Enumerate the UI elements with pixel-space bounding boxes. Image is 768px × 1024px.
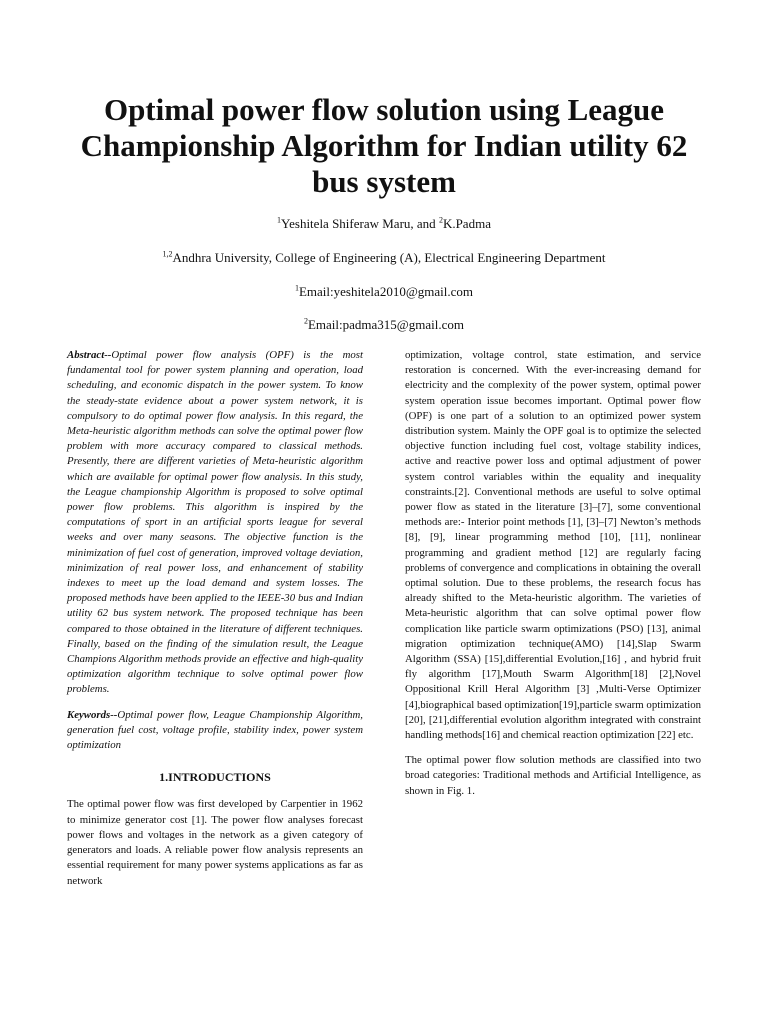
introduction-paragraph-2: The optimal power flow solution methods are classified into two broad categories: Traditional methods and Artificial Intelligence, as shown in Fig. 1.	[405, 754, 701, 797]
author-line	[0, 216, 768, 232]
email2-text: Email:padma315@gmail.com	[307, 317, 465, 332]
introduction-paragraph-1: The optimal power flow was first developed by Carpentier in 1962 to minimize generator cost [1]. The power flow analyses forecast power flows and voltages in the network as a given category of generators and loads. A reliable power flow analysis represents an essential requirement for many power systems applications as far as network	[67, 798, 363, 887]
email2-superscript: 2	[303, 316, 308, 326]
keywords-label: Keywords--	[67, 708, 118, 721]
author1-name: Yeshitela Shiferaw Maru, and	[281, 216, 439, 231]
left-column	[67, 348, 363, 889]
paper-title: Optimal power flow solution using League Championship Algorithm for Indian utility 62 bus system	[80, 92, 688, 199]
keywords-text: Optimal power flow, League Championship Algorithm, generation fuel cost, voltage profile, stability index, power system optimization	[67, 708, 363, 752]
abstract-label: Abstract--	[67, 349, 112, 361]
affiliation-line	[0, 250, 768, 266]
abstract-text: Optimal power flow analysis (OPF) is the most fundamental tool for power system planning and operation, load scheduling, and economic dispatch in the power system. To know the steady-state evidence about a power system network, it is compulsory to do optimal power flow analysis. In this regard, the Meta-heuristic algorithm methods can solve the optimal power flow problem with more accuracy compared to classical methods. Presently, there are different varieties of Meta-heuristic algorithm which are available for optimal power flow analysis. In this study, the League championship Algorithm is proposed to solve optimal power flow problems. This algorithm is inspired by the computations of sport in an artificial sports league for several weeks and over many seasons. The objective function is the minimization of fuel cost of generation, improved voltage deviation, minimization of real power loss, and enhancement of stability indexes to meet up the load demand and system losses. The proposed methods have been applied to the IEEE-30 bus and Indian utility 62 bus system network. The proposed technique has been compared to those obtained in the literature of different techniques. Finally, based on the finding of the simulation result, the League Champions Algorithm methods provide an effective and high-quality optimization algorithm technique to solve optimal power flow problems.	[67, 349, 363, 696]
right-column	[405, 348, 701, 799]
introduction-heading: 1.INTRODUCTIONS	[159, 770, 271, 785]
email-line-1	[0, 284, 768, 300]
affiliation-text: Andhra University, College of Engineering (A), Electrical Engineering Department	[172, 250, 606, 265]
email1-text: Email:yeshitela2010@gmail.com	[298, 284, 474, 299]
affiliation-superscript: 1,2	[162, 249, 173, 259]
author1-superscript: 1	[277, 215, 282, 225]
author2-superscript: 2	[438, 215, 443, 225]
keywords-paragraph	[67, 708, 363, 754]
email-line-2	[0, 317, 768, 333]
abstract-paragraph	[67, 348, 363, 698]
author2-name: K.Padma	[442, 216, 491, 231]
introduction-paragraph-1-continued: optimization, voltage control, state estimation, and service restoration is concerned. With the ever-increasing demand for electricity and the complexity of the power system, optimal power system operation issue becomes important. Optimal power flow (OPF) is one part of a solution to an optimized power system distribution system. Mainly the OPF goal is to optimize the selected objective function including fuel cost, voltage stability indices, active and reactive power loss and optimal adjustment of power system control variables within the equality and inequality constraints.[2]. Conventional methods are useful to solve optimal power flow as stated in the literature [3]–[7], some conventional methods are:- Interior point methods [1], [3]–[7] Newton’s methods [8], [9], linear programming method [10], [11], nonlinear programming and gradient method [12] are regularly facing problems of convergence and complications in obtaining the overall optimal solution. Due to these problems, the research focus has already shifted to the Meta-heuristic algorithm. The varieties of Meta-heuristic algorithm that can solve optimal power flow complication like particle swarm optimizations (PSO) [13], animal migration optimization technique(AMO) [14],Slap Swarm Algorithm (SSA) [15],differential Evolution,[16] , and hybrid fruit fly algorithm [17],Mouth Swarm Algorithm[18] [2],Novel Oppositional Krill Heral Algorithm [3] ,Multi-Verse Optimizer [4],biographical based optimization[19],particle swarm optimization [20], [21],differential evolution algorithm integrated with constraint handling methods[16] and chemical reaction optimization [22] etc.	[405, 349, 701, 742]
email1-superscript: 1	[294, 283, 299, 293]
